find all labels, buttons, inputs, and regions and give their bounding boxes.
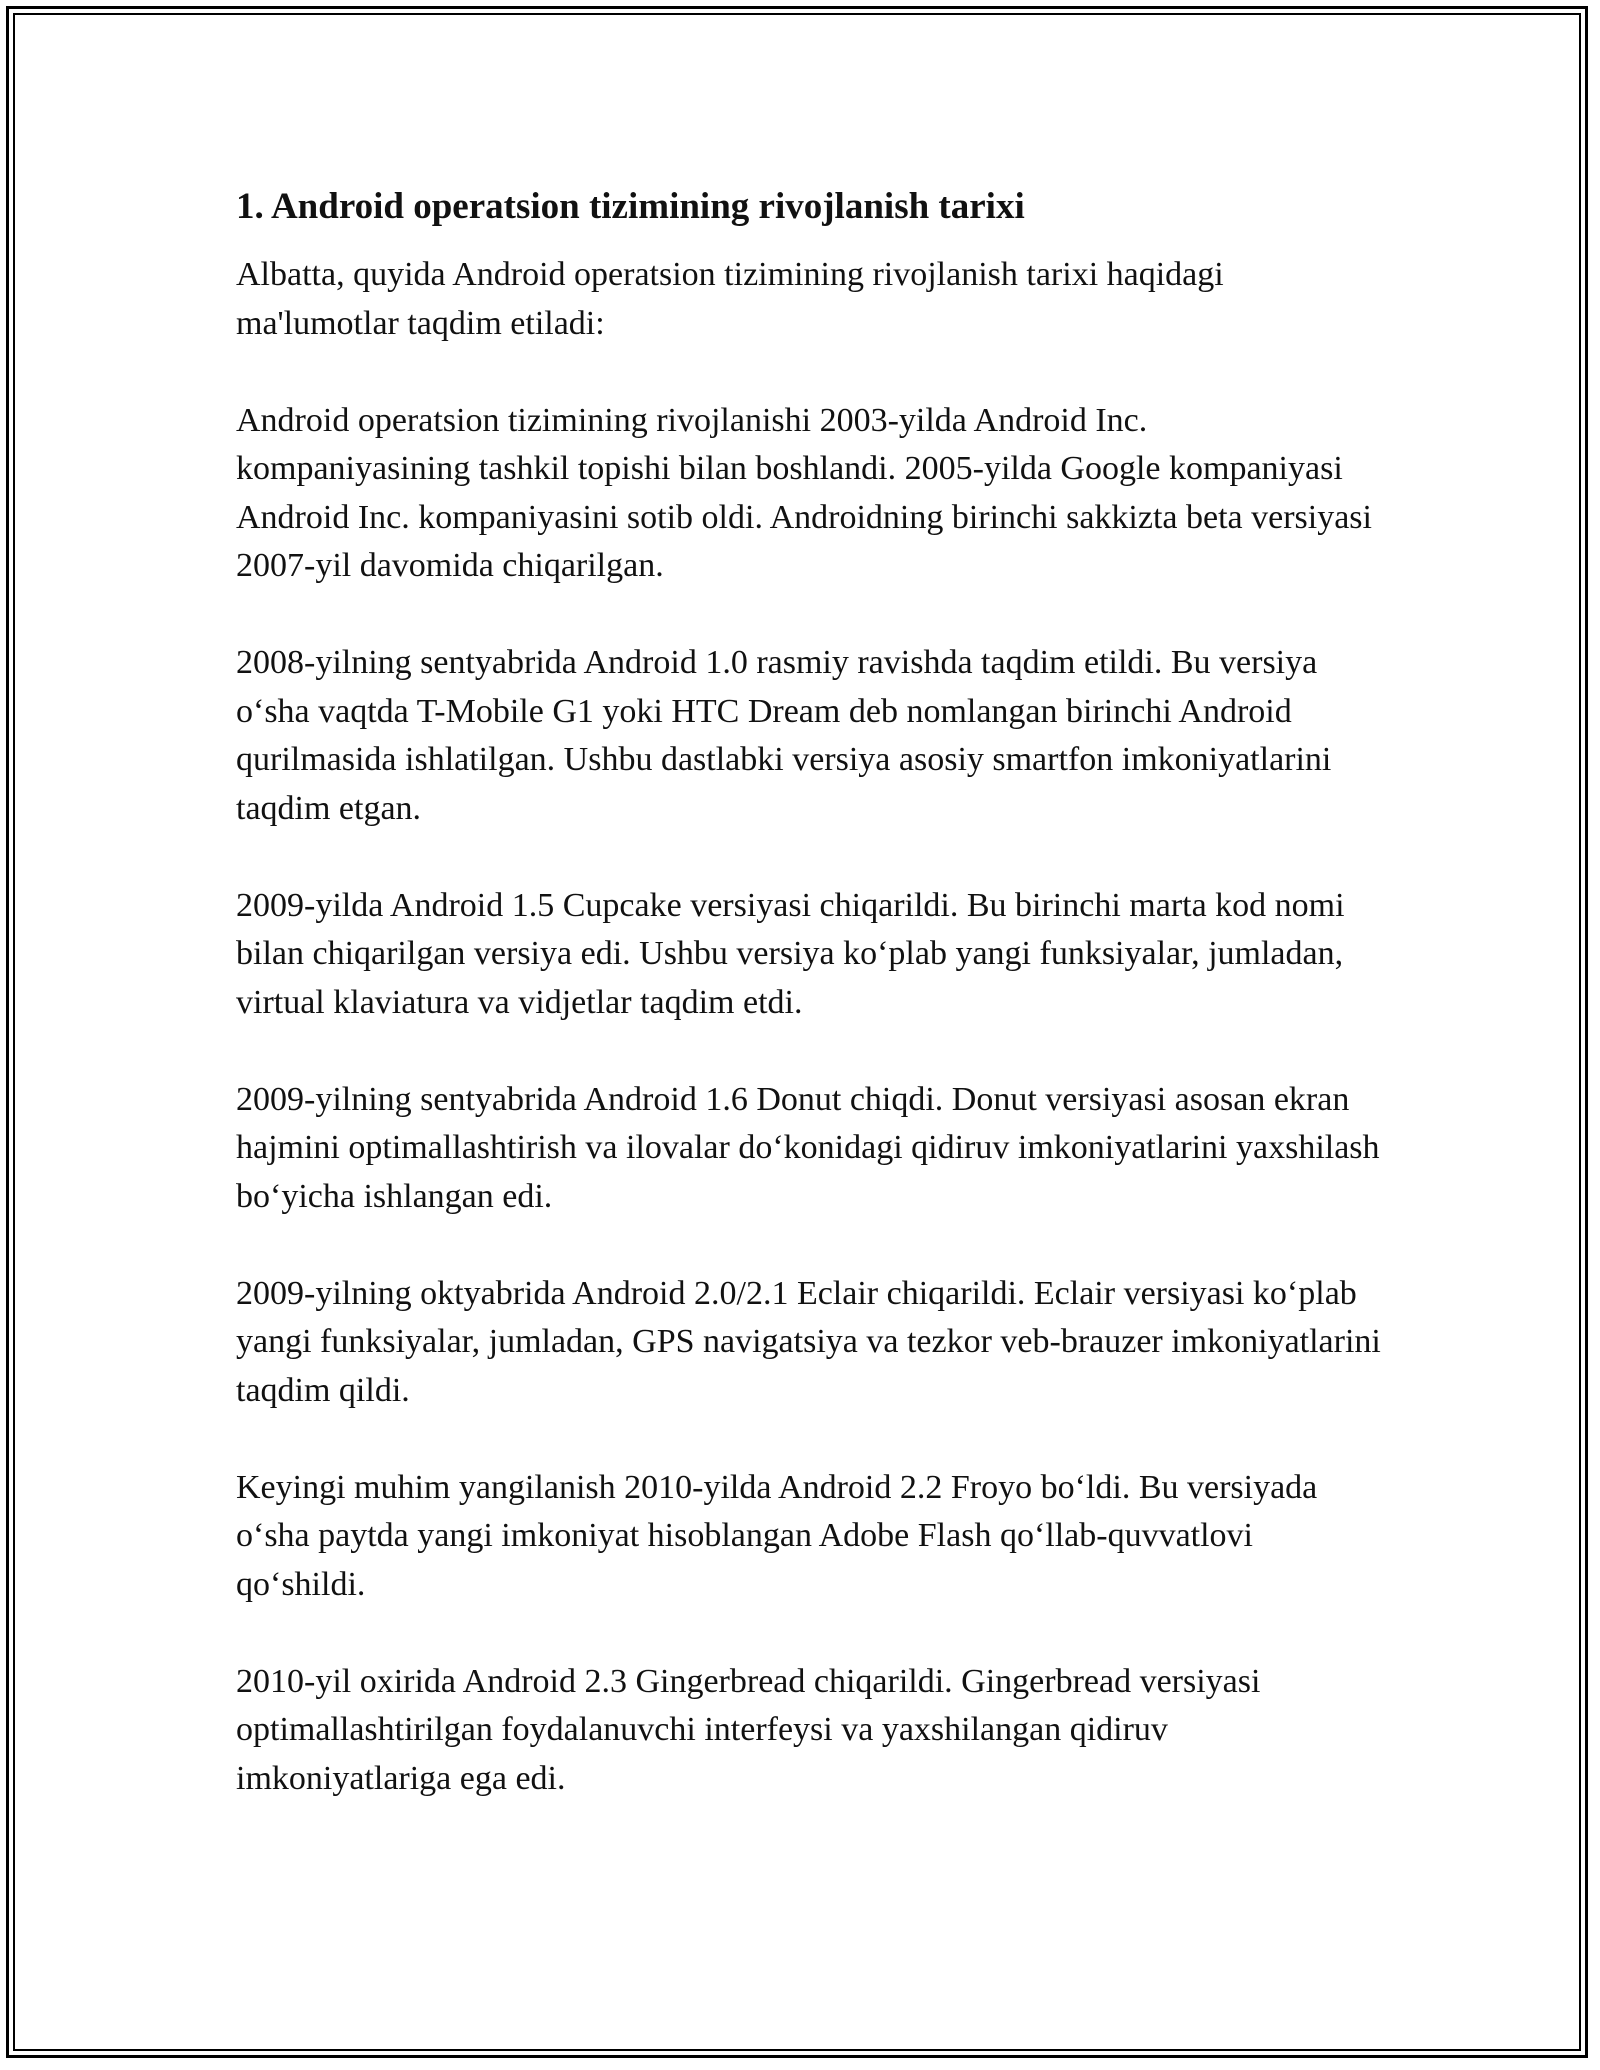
document-body xyxy=(236,183,1386,1852)
paragraph-gingerbread: 2010-yil oxirida Android 2.3 Gingerbread chiqarildi. Gingerbread versiyasi optimallashtirilgan foydalanuvchi interfeysi va yaxshilangan qidiruv imkoniyatlariga ega edi. xyxy=(236,1662,1261,1797)
paragraph-donut: 2009-yilning sentyabrida Android 1.6 Donut chiqdi. Donut versiyasi asosan ekran hajmini optimallashtirish va ilovalar do‘konidagi qidiruv imkoniyatlarini yaxshilash bo‘yicha ishlangan edi. xyxy=(236,1080,1380,1215)
paragraph-intro: Albatta, quyida Android operatsion tizimining rivojlanish tarixi haqidagi ma'lumotlar taqdim etiladi: xyxy=(236,256,1224,342)
paragraph-android-1-0: 2008-yilning sentyabrida Android 1.0 rasmiy ravishda taqdim etildi. Bu versiya o‘sha vaqtda T-Mobile G1 yoki HTC Dream deb nomlangan birinchi Android qurilmasida ishlatilgan. Ushbu dastlabki versiya asosiy smartfon imkoniyatlarini taqdim etgan. xyxy=(236,644,1332,827)
paragraph-2003-2007: Android operatsion tizimining rivojlanishi 2003-yilda Android Inc. kompaniyasining tashkil topishi bilan boshlandi. 2005-yilda Google kompaniyasi Android Inc. kompaniyasini sotib oldi. Androidning birinchi sakkizta beta versiyasi 2007-yil davomida chiqarilgan. xyxy=(236,401,1372,584)
section-heading: 1. Android operatsion tizimining rivojlanish tarixi xyxy=(236,186,1025,227)
paragraph-eclair: 2009-yilning oktyabrida Android 2.0/2.1 Eclair chiqarildi. Eclair versiyasi ko‘plab yangi funksiyalar, jumladan, GPS navigatsiya va tezkor veb-brauzer imkoniyatlarini taqdim qildi. xyxy=(236,1274,1381,1409)
paragraph-froyo: Keyingi muhim yangilanish 2010-yilda Android 2.2 Froyo bo‘ldi. Bu versiyada o‘sha paytda yangi imkoniyat hisoblangan Adobe Flash qo‘llab-quvvatlovi qo‘shildi. xyxy=(236,1468,1318,1603)
paragraph-cupcake: 2009-yilda Android 1.5 Cupcake versiyasi chiqarildi. Bu birinchi marta kod nomi bilan chiqarilgan versiya edi. Ushbu versiya ko‘plab yangi funksiyalar, jumladan, virtual klaviatura va vidjetlar taqdim etdi. xyxy=(236,886,1345,1021)
